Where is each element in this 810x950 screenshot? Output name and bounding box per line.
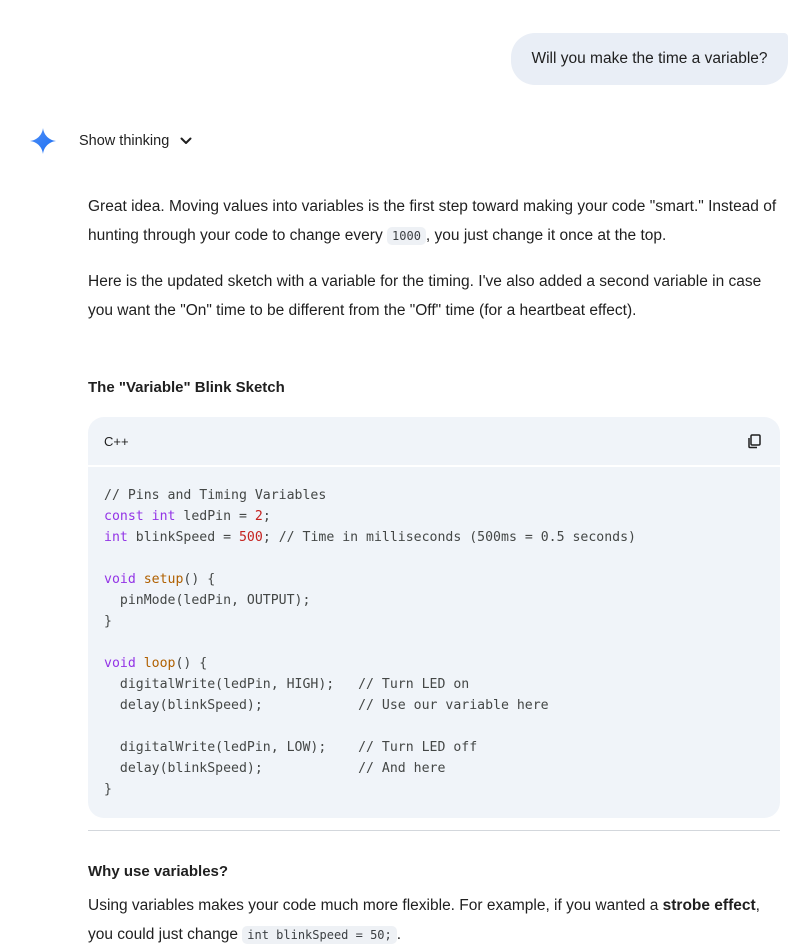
section-divider xyxy=(88,830,780,831)
code-line xyxy=(104,548,764,569)
code-line: digitalWrite(ledPin, HIGH); // Turn LED on xyxy=(104,677,470,692)
user-message-bubble xyxy=(511,33,788,85)
code-line xyxy=(104,632,764,653)
code-content[interactable] xyxy=(88,467,780,818)
code-line: delay(blinkSpeed); // And here xyxy=(104,761,446,776)
code-language-label: C++ xyxy=(104,433,129,449)
code-block xyxy=(88,417,780,818)
chevron-down-icon[interactable] xyxy=(179,134,193,148)
section-heading-blink-sketch: The "Variable" Blink Sketch xyxy=(88,379,285,396)
code-line: delay(blinkSpeed); // Use our variable here xyxy=(104,698,549,713)
show-thinking-row xyxy=(30,128,193,154)
code-line: int blinkSpeed = 500; // Time in milliseconds (500ms = 0.5 seconds) xyxy=(104,530,636,545)
code-line: void loop() { xyxy=(104,656,208,671)
user-message-text: Will you make the time a variable? xyxy=(531,50,768,67)
code-line: } xyxy=(104,614,112,629)
response-paragraph-2: Here is the updated sketch with a variable for the timing. I've also added a second variable in case you want the "On" time to be different from the "Off" time (for a heartbeat effect). xyxy=(88,273,762,319)
code-line: } xyxy=(104,782,112,797)
code-line: void setup() { xyxy=(104,572,216,587)
code-line: pinMode(ledPin, OUTPUT); xyxy=(104,593,311,608)
code-line xyxy=(104,716,764,737)
code-line: const int ledPin = 2; xyxy=(104,509,271,524)
copy-code-icon[interactable] xyxy=(746,433,762,449)
inline-code: int blinkSpeed = 50; xyxy=(242,926,397,944)
code-block-header xyxy=(88,417,780,467)
code-line: // Pins and Timing Variables xyxy=(104,488,327,503)
assistant-response xyxy=(88,192,780,943)
response-paragraph-1: Great idea. Moving values into variables is the first step toward making your code "smart." Instead of hunting through your code to change every 1000 , you just change it once at the top. xyxy=(88,198,777,244)
section-heading-why-variables: Why use variables? xyxy=(88,863,229,880)
inline-code: 1000 xyxy=(387,227,426,245)
gemini-spark-icon xyxy=(30,128,56,154)
response-paragraph-3: Using variables makes your code much more flexible. For example, if you wanted a strobe effect, you could just change int blinkSpeed = 50; . xyxy=(88,897,760,943)
code-line: digitalWrite(ledPin, LOW); // Turn LED off xyxy=(104,740,478,755)
show-thinking-button[interactable]: Show thinking xyxy=(79,133,170,149)
